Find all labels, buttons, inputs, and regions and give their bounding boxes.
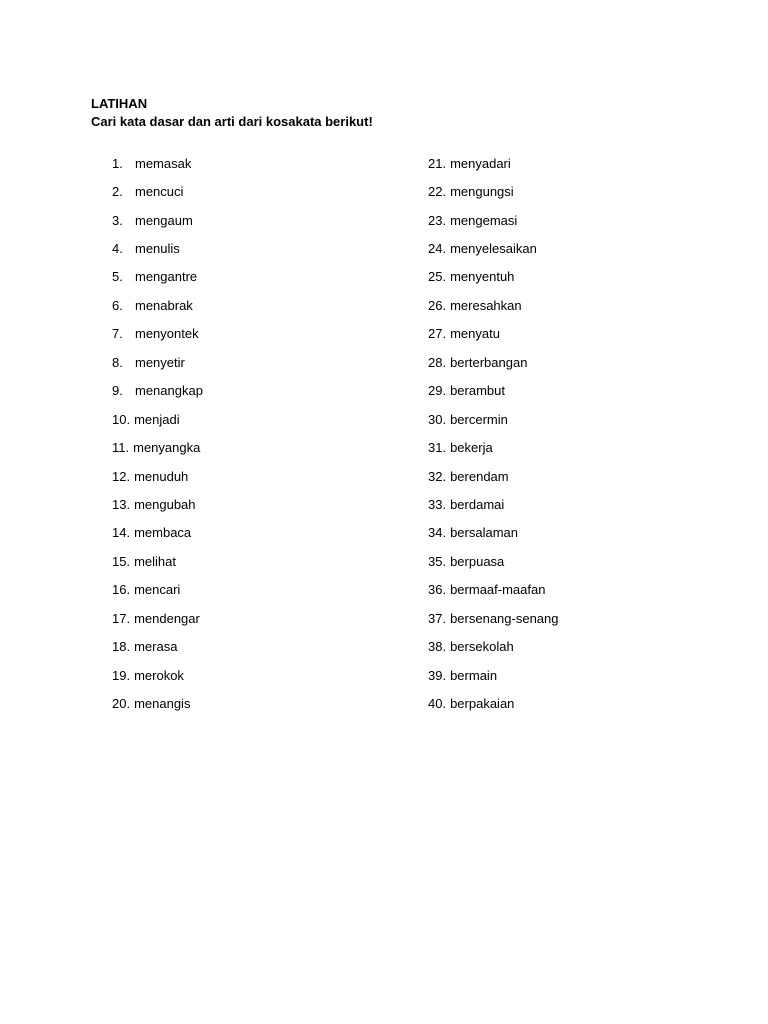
item-word: berterbangan: [450, 354, 528, 370]
list-item: [428, 234, 559, 262]
item-number: 14.: [112, 525, 131, 541]
item-word: berpuasa: [450, 553, 505, 569]
item-word: bermaaf-maafan: [450, 582, 546, 598]
item-word: menuduh: [134, 468, 189, 484]
item-number: 2.: [112, 184, 123, 200]
item-word: memasak: [135, 155, 192, 171]
item-word: menyentuh: [450, 269, 515, 285]
item-number: 24.: [428, 241, 447, 257]
item-number: 39.: [428, 667, 447, 683]
item-number: 27.: [428, 326, 447, 342]
item-number: 38.: [428, 639, 447, 655]
item-number: 7.: [112, 326, 123, 342]
item-number: 22.: [428, 184, 447, 200]
list-item: [428, 206, 559, 234]
list-item: [112, 263, 203, 291]
item-number: 20.: [112, 696, 131, 712]
list-item: [112, 149, 203, 177]
item-word: menabrak: [135, 297, 193, 313]
word-list-left: [112, 149, 203, 718]
exercise-heading: [91, 95, 373, 131]
list-item: [112, 661, 203, 689]
list-item: [112, 490, 203, 518]
list-item: [112, 405, 203, 433]
item-number: 19.: [112, 667, 131, 683]
list-item: [112, 462, 203, 490]
list-item: [112, 234, 203, 262]
item-number: 16.: [112, 582, 131, 598]
list-item: [428, 661, 559, 689]
item-number: 12.: [112, 468, 131, 484]
item-word: bersekolah: [450, 639, 514, 655]
list-item: [112, 320, 203, 348]
list-item: [428, 348, 559, 376]
list-item: [428, 149, 559, 177]
list-item: [428, 689, 559, 717]
item-number: 40.: [428, 696, 447, 712]
item-number: 6.: [112, 297, 123, 313]
list-item: [112, 519, 203, 547]
list-item: [112, 547, 203, 575]
item-number: 5.: [112, 269, 123, 285]
item-number: 30.: [428, 411, 447, 427]
item-word: berendam: [450, 468, 509, 484]
item-word: menyangka: [133, 440, 201, 456]
item-number: 29.: [428, 383, 447, 399]
list-item: [428, 320, 559, 348]
item-number: 23.: [428, 212, 447, 228]
item-word: mengaum: [135, 212, 193, 228]
item-number: 3.: [112, 212, 123, 228]
list-item: [428, 632, 559, 660]
item-word: mengungsi: [450, 184, 514, 200]
exercise-instruction: Cari kata dasar dan arti dari kosakata berikut!: [91, 114, 373, 129]
list-item: [112, 177, 203, 205]
item-number: 37.: [428, 610, 447, 626]
list-item: [428, 547, 559, 575]
list-item: [112, 576, 203, 604]
item-word: bermain: [450, 667, 498, 683]
item-word: mencari: [134, 582, 181, 598]
item-word: mendengar: [134, 610, 200, 626]
item-number: 1.: [112, 155, 123, 171]
list-item: [112, 348, 203, 376]
item-number: 28.: [428, 354, 447, 370]
item-word: menyatu: [450, 326, 500, 342]
item-word: mengubah: [134, 496, 196, 512]
item-word: mengemasi: [450, 212, 518, 228]
exercise-title: LATIHAN: [91, 96, 148, 111]
item-word: menyadari: [450, 155, 511, 171]
list-item: [428, 405, 559, 433]
item-number: 25.: [428, 269, 447, 285]
item-number: 15.: [112, 553, 131, 569]
item-number: 11.: [112, 440, 130, 456]
item-word: merokok: [134, 667, 184, 683]
item-word: menangkap: [135, 383, 203, 399]
item-number: 34.: [428, 525, 447, 541]
list-item: [428, 377, 559, 405]
list-item: [428, 604, 559, 632]
item-number: 13.: [112, 496, 131, 512]
item-word: bekerja: [450, 440, 493, 456]
item-number: 33.: [428, 496, 447, 512]
item-number: 35.: [428, 553, 447, 569]
item-word: berdamai: [450, 496, 505, 512]
item-word: bercermin: [450, 411, 508, 427]
item-number: 10.: [112, 411, 131, 427]
list-item: [428, 490, 559, 518]
item-word: mengantre: [135, 269, 198, 285]
word-list-right: [428, 149, 559, 718]
item-number: 8.: [112, 354, 123, 370]
item-number: 36.: [428, 582, 447, 598]
item-word: meresahkan: [450, 297, 522, 313]
list-item: [428, 177, 559, 205]
item-word: bersenang-senang: [450, 610, 559, 626]
item-number: 31.: [428, 440, 447, 456]
item-word: menyelesaikan: [450, 241, 537, 257]
item-word: berpakaian: [450, 696, 515, 712]
list-item: [112, 604, 203, 632]
item-number: 18.: [112, 639, 131, 655]
list-item: [112, 291, 203, 319]
item-number: 9.: [112, 383, 123, 399]
item-number: 4.: [112, 241, 123, 257]
item-number: 32.: [428, 468, 447, 484]
list-item: [428, 462, 559, 490]
list-item: [428, 433, 559, 461]
list-item: [428, 263, 559, 291]
item-number: 21.: [428, 155, 447, 171]
item-number: 26.: [428, 297, 447, 313]
list-item: [112, 632, 203, 660]
list-item: [112, 689, 203, 717]
item-word: merasa: [134, 639, 178, 655]
list-item: [428, 576, 559, 604]
item-word: menangis: [134, 696, 191, 712]
item-number: 17.: [112, 610, 131, 626]
item-word: bersalaman: [450, 525, 519, 541]
item-word: menulis: [135, 241, 180, 257]
item-word: berambut: [450, 383, 505, 399]
list-item: [428, 291, 559, 319]
list-item: [428, 519, 559, 547]
list-item: [112, 433, 203, 461]
item-word: melihat: [134, 553, 176, 569]
list-item: [112, 206, 203, 234]
item-word: menjadi: [134, 411, 180, 427]
item-word: menyetir: [135, 354, 185, 370]
item-word: menyontek: [135, 326, 199, 342]
list-item: [112, 377, 203, 405]
item-word: mencuci: [135, 184, 184, 200]
item-word: membaca: [134, 525, 192, 541]
